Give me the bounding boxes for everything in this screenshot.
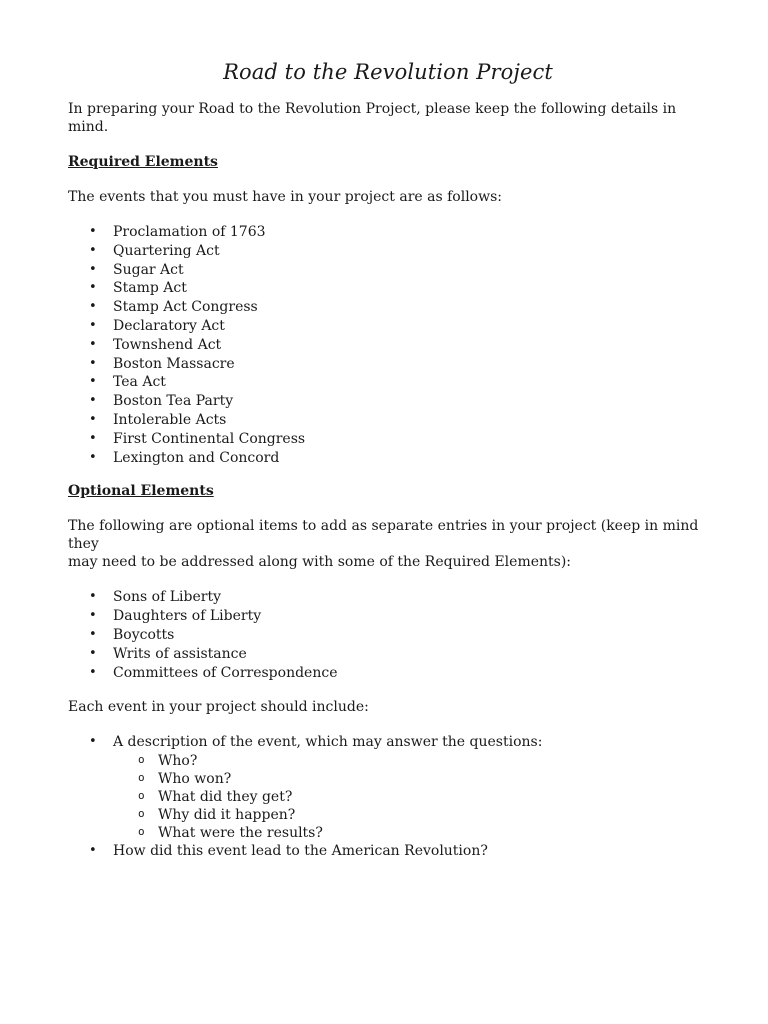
optional-lead-line-2: may need to be addressed along with some of the Required Elements): [68,554,572,571]
list-item-description [68,733,708,842]
include-lead: Each event in your project should include: [68,699,369,716]
list-item: • Sugar Act [68,261,708,280]
optional-items-list [68,588,708,682]
required-elements-heading: Required Elements [68,154,218,170]
question-item: o Who? [113,752,708,770]
list-item: • Lexington and Concord [68,449,708,468]
description-text: A description of the event, which may answer the questions: [113,734,543,751]
question-item: o What did they get? [113,788,708,806]
include-list [68,733,708,861]
list-item: • Declaratory Act [68,317,708,336]
list-item-revolution: • How did this event lead to the American Revolution? [68,842,708,861]
list-item: • Proclamation of 1763 [68,223,708,242]
list-item: • Daughters of Liberty [68,607,708,626]
optional-elements-heading: Optional Elements [68,483,214,500]
list-item: • Townshend Act [68,336,708,355]
intro-paragraph: In preparing your Road to the Revolution Project, please keep the following details in mind. [68,101,677,135]
list-item: • Stamp Act Congress [68,298,708,317]
list-item: • Tea Act [68,373,708,392]
question-item: o Why did it happen? [113,806,708,824]
document-title: Road to the Revolution Project [223,60,553,84]
optional-lead-line-1: The following are optional items to add as separate entries in your project (keep in mind they [68,518,699,553]
required-elements-lead: The events that you must have in your project are as follows: [68,189,502,205]
list-item: • Stamp Act [68,279,708,298]
required-events-list [68,223,708,467]
list-item: • Boston Tea Party [68,392,708,411]
list-item: • Committees of Correspondence [68,664,708,683]
list-item: • Boston Massacre [68,355,708,374]
document-page [68,60,708,861]
question-item: o What were the results? [113,824,708,842]
list-item: • First Continental Congress [68,430,708,449]
list-item: • Sons of Liberty [68,588,708,607]
list-item: • Boycotts [68,626,708,645]
list-item: • Quartering Act [68,242,708,261]
optional-elements-lead [68,517,708,571]
questions-sublist [113,752,708,842]
list-item: • Intolerable Acts [68,411,708,430]
question-item: o Who won? [113,770,708,788]
list-item: • Writs of assistance [68,645,708,664]
